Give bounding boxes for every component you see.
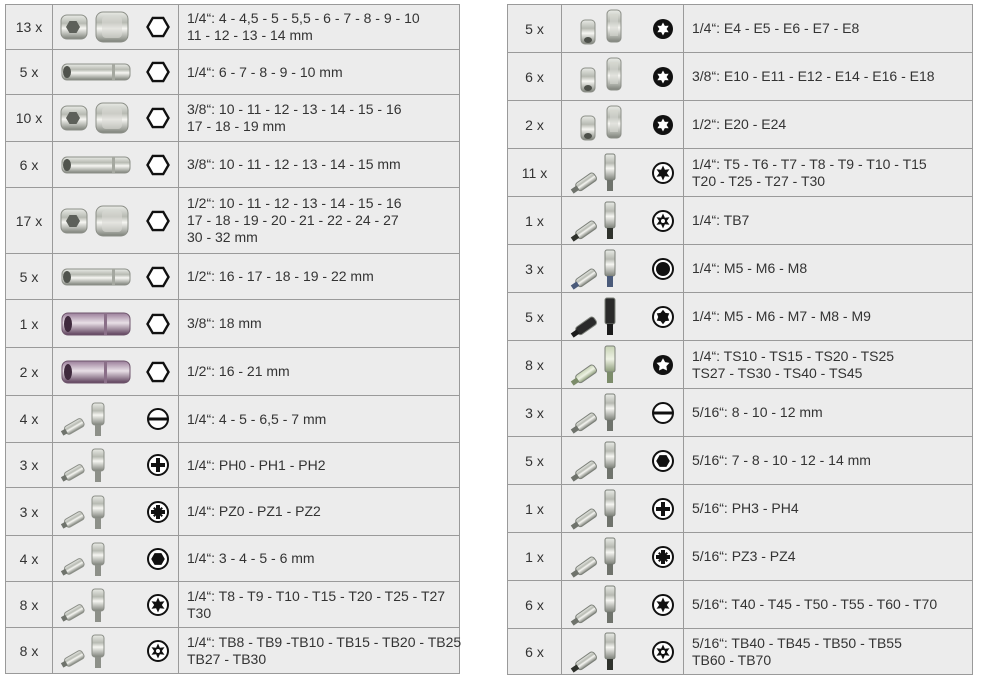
torx-tamper-drive-icon <box>139 628 179 674</box>
quantity: 17 x <box>6 188 53 254</box>
e-socket-image <box>562 5 644 53</box>
hex-drive-icon <box>139 142 179 188</box>
size-line: 1/2“: 16 - 17 - 18 - 19 - 22 mm <box>187 268 374 284</box>
size-line: 30 - 32 mm <box>187 229 258 245</box>
torx-drive-icon <box>644 149 684 197</box>
socket-set-table-right <box>507 4 973 675</box>
table-row <box>508 629 973 675</box>
deep-socket-image <box>53 254 139 300</box>
hex-drive-icon <box>139 95 179 142</box>
quantity: 3 x <box>508 389 562 437</box>
quantity: 5 x <box>6 50 53 95</box>
table-row <box>508 437 973 485</box>
quantity: 3 x <box>6 443 53 488</box>
quantity: 6 x <box>6 142 53 188</box>
size-description <box>684 149 973 197</box>
spark-plug-socket-image <box>53 348 139 396</box>
bit-socket-image <box>53 582 139 628</box>
size-line: 5/16“: 8 - 10 - 12 mm <box>692 404 823 420</box>
bit-pair-image <box>562 533 644 581</box>
quantity: 6 x <box>508 581 562 629</box>
size-line: 11 - 12 - 13 - 14 mm <box>187 27 313 43</box>
size-line: TB27 - TB30 <box>187 650 267 667</box>
bit-socket-image <box>53 536 139 582</box>
bit-pair-image <box>562 437 644 485</box>
socket-set-table-left <box>5 4 460 674</box>
bit-pair-image <box>562 581 644 629</box>
size-description <box>684 53 973 101</box>
phillips-drive-icon <box>644 485 684 533</box>
bit-pair-green-image <box>562 341 644 389</box>
bit-pair-dark-image <box>562 629 644 675</box>
table-row <box>508 149 973 197</box>
size-line: T30 <box>187 604 212 621</box>
torx-tamper-drive-icon <box>644 629 684 675</box>
table-row <box>6 142 460 188</box>
table-row <box>508 197 973 245</box>
table-row <box>6 300 460 348</box>
e-socket-image <box>562 53 644 101</box>
size-line: 1/4“: 4 - 5 - 6,5 - 7 mm <box>187 410 327 427</box>
quantity: 3 x <box>508 245 562 293</box>
bit-socket-image <box>53 443 139 488</box>
hex-drive-icon <box>139 254 179 300</box>
e-torx-drive-icon <box>644 5 684 53</box>
size-line: 1/4“: T8 - T9 - T10 - T15 - T20 - T25 - T27 <box>187 587 446 604</box>
quantity: 10 x <box>6 95 53 142</box>
size-line: 5/16“: 7 - 8 - 10 - 12 - 14 mm <box>692 452 871 468</box>
size-line: 3/8“: 10 - 11 - 12 - 13 - 14 - 15 mm <box>187 156 401 172</box>
quantity: 5 x <box>508 437 562 485</box>
quantity: 1 x <box>508 197 562 245</box>
size-description <box>684 389 973 437</box>
e-torx-drive-icon <box>644 53 684 101</box>
pozidriv-drive-icon <box>644 533 684 581</box>
size-description <box>179 536 460 582</box>
hex-drive-icon <box>139 348 179 396</box>
size-line: 5/16“: TB40 - TB45 - TB50 - TB55 <box>692 634 902 651</box>
size-line: 1/4“: M5 - M6 - M7 - M8 - M9 <box>692 308 871 324</box>
slotted-drive-icon <box>139 396 179 443</box>
size-line: 1/4“: E4 - E5 - E6 - E7 - E8 <box>692 20 860 36</box>
quantity: 5 x <box>508 293 562 341</box>
bit-pair-black-image <box>562 293 644 341</box>
quantity: 6 x <box>508 629 562 675</box>
quantity: 11 x <box>508 149 562 197</box>
size-description <box>179 50 460 95</box>
deep-socket-image <box>53 50 139 95</box>
short-socket-pair-image <box>53 5 139 50</box>
size-description <box>179 254 460 300</box>
quantity: 4 x <box>6 396 53 443</box>
e-torx-drive-icon <box>644 101 684 149</box>
size-line: 17 - 18 - 19 - 20 - 21 - 22 - 24 - 27 <box>187 212 399 228</box>
size-line: 17 - 18 - 19 mm <box>187 118 286 134</box>
hex-drive-icon <box>139 50 179 95</box>
quantity: 1 x <box>6 300 53 348</box>
size-line: 3/8“: 10 - 11 - 12 - 13 - 14 - 15 - 16 <box>187 101 402 117</box>
size-line: 1/4“: PZ0 - PZ1 - PZ2 <box>187 503 321 519</box>
table-row <box>508 5 973 53</box>
bit-socket-image <box>53 488 139 536</box>
hex-drive-icon <box>139 300 179 348</box>
size-description <box>684 437 973 485</box>
size-description <box>684 533 973 581</box>
size-description <box>684 293 973 341</box>
quantity: 1 x <box>508 485 562 533</box>
size-line: 1/2“: 10 - 11 - 12 - 13 - 14 - 15 - 16 <box>187 195 402 211</box>
size-line: 1/4“: TB7 <box>692 212 750 228</box>
size-line: 1/2“: E20 - E24 <box>692 116 787 132</box>
quantity: 5 x <box>508 5 562 53</box>
table-row <box>6 396 460 443</box>
quantity: 8 x <box>508 341 562 389</box>
bit-pair-blue-image <box>562 245 644 293</box>
size-line: 1/4“: PH0 - PH1 - PH2 <box>187 456 326 473</box>
table-row <box>508 293 973 341</box>
size-line: TS27 - TS30 - TS40 - TS45 <box>692 364 863 381</box>
table-row <box>6 95 460 142</box>
spark-plug-socket-image <box>53 300 139 348</box>
size-line: T20 - T25 - T27 - T30 <box>692 172 826 189</box>
table-row <box>508 341 973 389</box>
size-line: 1/4“: M5 - M6 - M8 <box>692 260 808 276</box>
table-row <box>6 188 460 254</box>
size-description <box>179 396 460 443</box>
deep-socket-image <box>53 142 139 188</box>
table-row <box>508 533 973 581</box>
quantity: 5 x <box>6 254 53 300</box>
size-description <box>684 341 973 389</box>
bit-pair-dark-image <box>562 197 644 245</box>
size-description <box>684 485 973 533</box>
size-line: 3/8“: E10 - E11 - E12 - E14 - E16 - E18 <box>692 68 935 84</box>
size-line: 5/16“: PZ3 - PZ4 <box>692 548 796 564</box>
size-description <box>179 300 460 348</box>
size-description <box>179 188 460 254</box>
bit-socket-image <box>53 396 139 443</box>
table-row <box>508 389 973 437</box>
torx-drive-icon <box>139 582 179 628</box>
torx-drive-icon <box>644 581 684 629</box>
quantity: 2 x <box>6 348 53 396</box>
quantity: 3 x <box>6 488 53 536</box>
size-line: 1/2“: 16 - 21 mm <box>187 363 290 379</box>
hex-drive-icon <box>139 188 179 254</box>
size-description <box>684 5 973 53</box>
size-description <box>684 197 973 245</box>
table-row <box>508 101 973 149</box>
quantity: 2 x <box>508 101 562 149</box>
size-line: 1/4“: TS10 - TS15 - TS20 - TS25 <box>692 347 895 364</box>
quantity: 13 x <box>6 5 53 50</box>
table-row <box>6 348 460 396</box>
table-row <box>508 581 973 629</box>
table-row <box>6 443 460 488</box>
torx-plus-drive-icon <box>644 341 684 389</box>
bit-pair-image <box>562 149 644 197</box>
table-row <box>6 628 460 674</box>
bit-pair-image <box>562 485 644 533</box>
hex-key-drive-icon <box>139 536 179 582</box>
size-description <box>179 5 460 50</box>
size-description <box>684 581 973 629</box>
size-line: 3/8“: 18 mm <box>187 315 262 331</box>
phillips-drive-icon <box>139 443 179 488</box>
size-description <box>179 142 460 188</box>
size-line: 1/4“: 6 - 7 - 8 - 9 - 10 mm <box>187 63 343 80</box>
hex-key-drive-icon <box>644 437 684 485</box>
short-socket-pair-image <box>53 95 139 142</box>
table-row <box>6 254 460 300</box>
e-socket-image <box>562 101 644 149</box>
size-line: 5/16“: T40 - T45 - T50 - T55 - T60 - T70 <box>692 596 938 612</box>
bit-socket-image <box>53 628 139 674</box>
quantity: 6 x <box>508 53 562 101</box>
size-line: 1/4“: 4 - 4,5 - 5 - 5,5 - 6 - 7 - 8 - 9 - 10 <box>187 10 420 26</box>
size-description <box>179 582 460 628</box>
table-row <box>6 488 460 536</box>
size-description <box>684 629 973 675</box>
size-line: 1/4“: 3 - 4 - 5 - 6 mm <box>187 550 315 566</box>
size-line: TB60 - TB70 <box>692 651 772 668</box>
hex-drive-icon <box>139 5 179 50</box>
size-description <box>684 101 973 149</box>
spline-star-drive-icon <box>644 293 684 341</box>
size-line: 1/4“: T5 - T6 - T7 - T8 - T9 - T10 - T15 <box>692 155 927 172</box>
bit-pair-image <box>562 389 644 437</box>
size-line: 5/16“: PH3 - PH4 <box>692 500 799 516</box>
table-row <box>508 53 973 101</box>
table-row <box>508 485 973 533</box>
size-line: 1/4“: TB8 - TB9 -TB10 - TB15 - TB20 - TB25 <box>187 633 462 650</box>
quantity: 8 x <box>6 628 53 674</box>
table-row <box>6 50 460 95</box>
size-description <box>179 628 460 674</box>
table-row <box>6 582 460 628</box>
table-row <box>6 536 460 582</box>
pozidriv-drive-icon <box>139 488 179 536</box>
table-row <box>6 5 460 50</box>
size-description <box>179 348 460 396</box>
size-description <box>684 245 973 293</box>
quantity: 1 x <box>508 533 562 581</box>
quantity: 4 x <box>6 536 53 582</box>
slotted-drive-icon <box>644 389 684 437</box>
spline-drive-icon <box>644 245 684 293</box>
torx-tamper-drive-icon <box>644 197 684 245</box>
size-description <box>179 488 460 536</box>
table-row <box>508 245 973 293</box>
short-socket-pair-image <box>53 188 139 254</box>
size-description <box>179 443 460 488</box>
quantity: 8 x <box>6 582 53 628</box>
size-description <box>179 95 460 142</box>
